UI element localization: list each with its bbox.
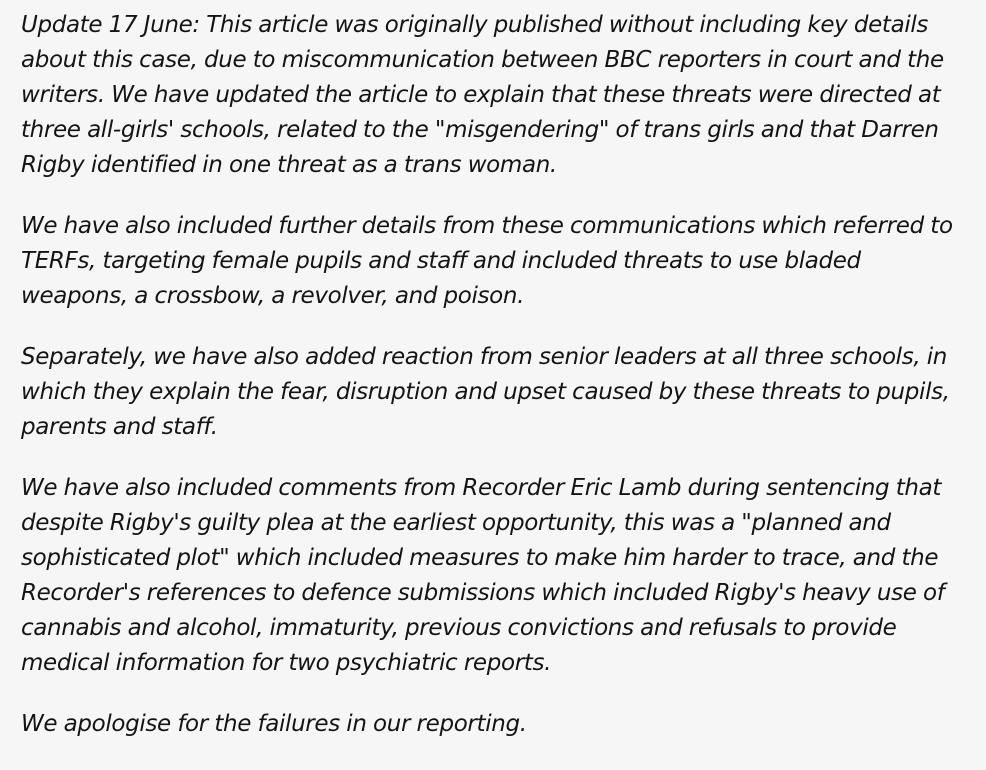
further-details-paragraph: We have also included further details from these communications which referred to TERFs, targeting female pupils and staff and included threats to use bladed weapons, a crossbow, a revolver, and poison. [21, 213, 953, 309]
update-paragraph: Update 17 June: This article was originally published without including key details about this case, due to miscommunication between BBC reporters in court and the writers. We have updated the article to explain that these threats were directed at three all-girls' schools, related to the "misgendering" of trans girls and that Darren Rigby identified in one threat as a trans woman. [21, 12, 944, 178]
school-reaction-paragraph: Separately, we have also added reaction from senior leaders at all three schools, in which they explain the fear, disruption and upset caused by these threats to pupils, parents and staff. [21, 344, 950, 440]
apology-paragraph: We apologise for the failures in our reporting. [21, 711, 527, 737]
sentencing-comments-paragraph: We have also included comments from Recorder Eric Lamb during sentencing that despite Rigby's guilty plea at the earliest opportunity, this was a "planned and sophisticated plot" which included measures to make him harder to trace, and the Recorder's references to defence submissions which included Rigby's heavy use of cannabis and alcohol, immaturity, previous convictions and refusals to provide medical information for two psychiatric reports. [21, 475, 945, 676]
